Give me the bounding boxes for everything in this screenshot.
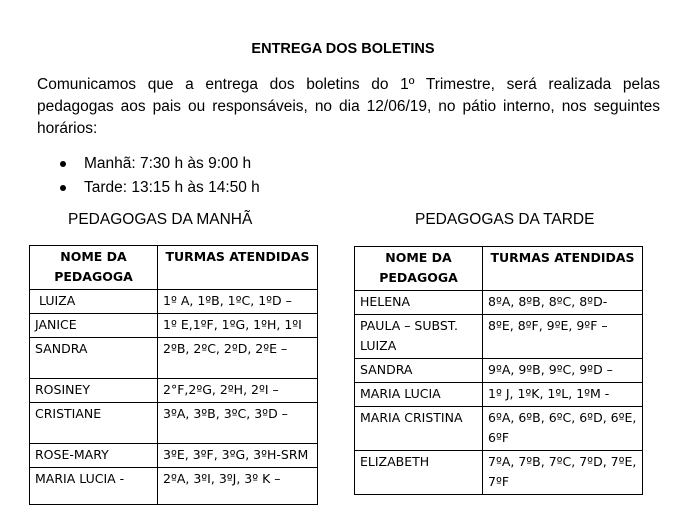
table-row — [355, 315, 643, 359]
cell-classes: 1º J, 1ºK, 1ºL, 1ºM - — [483, 383, 643, 407]
cell-name: LUIZA — [30, 290, 158, 314]
cell-name: HELENA — [355, 291, 483, 315]
afternoon-heading: PEDAGOGAS DA TARDE — [415, 211, 595, 228]
cell-name: ROSE-MARY — [30, 444, 158, 468]
table-row — [30, 444, 318, 468]
cell-classes: 2°F,2ºG, 2ºH, 2ºI – — [158, 379, 318, 403]
cell-name: CRISTIANE — [30, 403, 158, 444]
cell-classes: 2ºB, 2ºC, 2ºD, 2ºE – — [158, 338, 318, 379]
bullet-icon — [60, 161, 66, 167]
cell-name: MARIA LUCIA — [355, 383, 483, 407]
table-row — [355, 407, 643, 451]
table-row — [30, 403, 318, 444]
table-row — [30, 338, 318, 379]
morning-table — [29, 245, 318, 505]
cell-name: ROSINEY — [30, 379, 158, 403]
table-row — [30, 468, 318, 505]
header-classes: TURMAS ATENDIDAS — [483, 247, 643, 291]
cell-classes: 1º A, 1ºB, 1ºC, 1ºD – — [158, 290, 318, 314]
schedule-item-morning — [60, 152, 260, 176]
cell-name: SANDRA — [355, 359, 483, 383]
table-row — [30, 290, 318, 314]
schedule-item-afternoon — [60, 176, 260, 200]
cell-classes: 3ºA, 3ºB, 3ºC, 3ºD – — [158, 403, 318, 444]
table-row — [355, 291, 643, 315]
cell-name: ELIZABETH — [355, 451, 483, 495]
cell-name: PAULA – SUBST. LUIZA — [355, 315, 483, 359]
cell-classes: 8ºE, 8ºF, 9ºE, 9ºF – — [483, 315, 643, 359]
table-row — [30, 314, 318, 338]
cell-name: SANDRA — [30, 338, 158, 379]
document-title: ENTREGA DOS BOLETINS — [251, 41, 435, 57]
table-header-row — [30, 246, 318, 290]
afternoon-table — [354, 246, 643, 495]
cell-classes: 7ºA, 7ºB, 7ºC, 7ºD, 7ºE, 7ºF — [483, 451, 643, 495]
cell-classes: 9ºA, 9ºB, 9ºC, 9ºD – — [483, 359, 643, 383]
table-row — [355, 359, 643, 383]
cell-name: JANICE — [30, 314, 158, 338]
bullet-icon — [60, 185, 66, 191]
morning-heading: PEDAGOGAS DA MANHÃ — [68, 211, 253, 228]
cell-classes: 8ºA, 8ºB, 8ºC, 8ºD- — [483, 291, 643, 315]
cell-name: MARIA LUCIA - — [30, 468, 158, 505]
intro-paragraph: Comunicamos que a entrega dos boletins do 1º Trimestre, será realizada pelas pedagogas aos pais ou responsáveis, no dia 12/06/19, no pátio interno, nos seguintes horários: — [37, 76, 660, 137]
table-row — [355, 383, 643, 407]
header-classes: TURMAS ATENDIDAS — [158, 246, 318, 290]
cell-classes: 3ºE, 3ºF, 3ºG, 3ºH-SRM — [158, 444, 318, 468]
cell-classes: 2ºA, 3ºI, 3ºJ, 3º K – — [158, 468, 318, 505]
schedule-afternoon-text: Tarde: 13:15 h às 14:50 h — [84, 178, 260, 196]
schedule-list — [60, 152, 260, 199]
table-header-row — [355, 247, 643, 291]
cell-classes: 1º E,1ºF, 1ºG, 1ºH, 1ºI — [158, 314, 318, 338]
cell-classes: 6ºA, 6ºB, 6ºC, 6ºD, 6ºE, 6ºF — [483, 407, 643, 451]
table-row — [355, 451, 643, 495]
table-row — [30, 379, 318, 403]
cell-name: MARIA CRISTINA — [355, 407, 483, 451]
header-name: NOME DA PEDAGOGA — [30, 246, 158, 290]
header-name: NOME DA PEDAGOGA — [355, 247, 483, 291]
schedule-morning-text: Manhã: 7:30 h às 9:00 h — [84, 155, 252, 172]
